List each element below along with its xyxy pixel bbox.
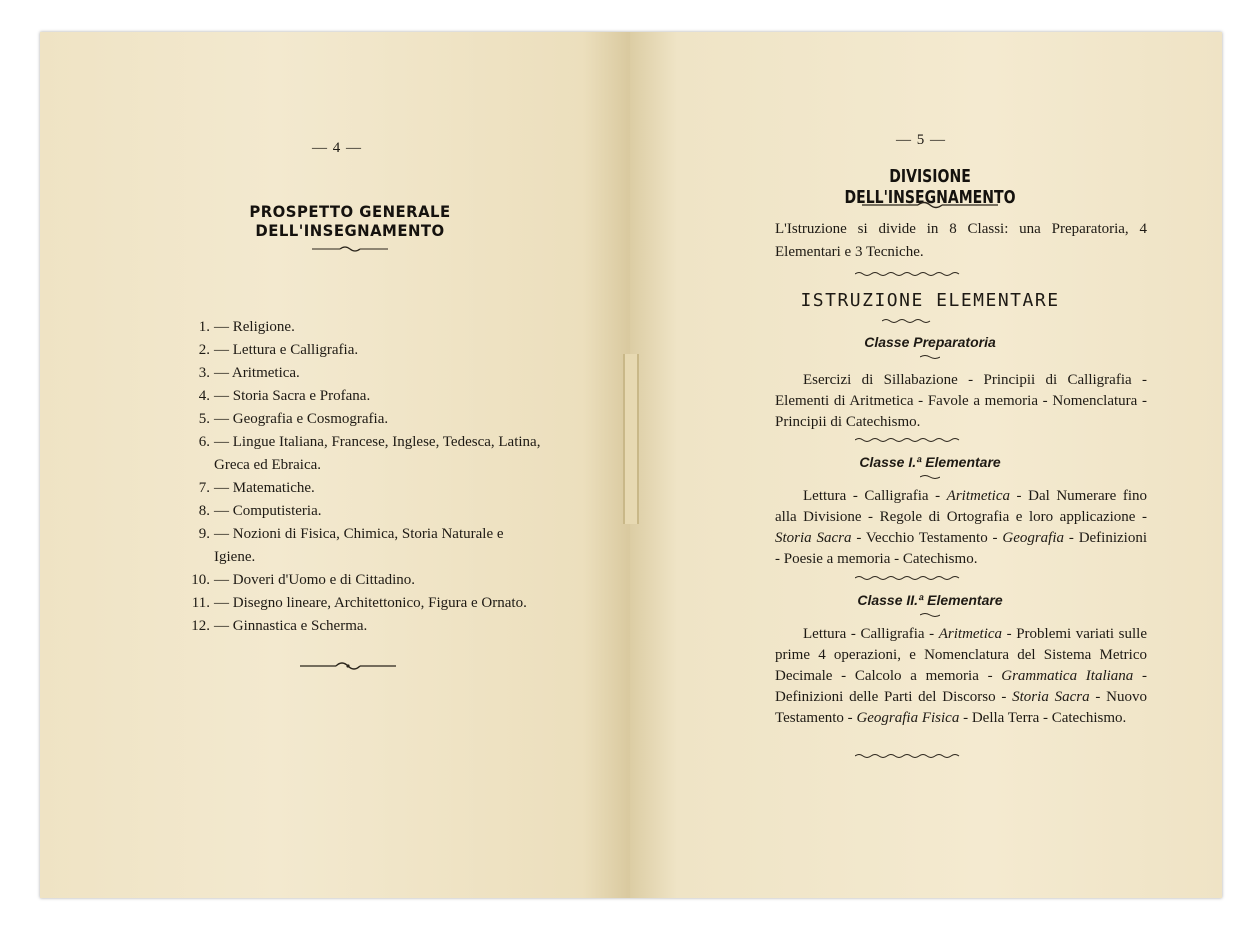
curriculum-text: - Vecchio Testamento - xyxy=(851,530,1003,546)
list-item-text: — Geografia e Cosmografia. xyxy=(214,411,389,427)
list-item-text: — Nozioni di Fisica, Chimica, Storia Naturale e Igiene. xyxy=(214,526,504,565)
class-title: Classe Preparatoria xyxy=(864,334,996,350)
list-item-number: 6. xyxy=(198,434,210,450)
list-item-number: 12. xyxy=(191,618,210,634)
class-title: Classe II.ª Elementare xyxy=(857,592,1003,608)
ornament-flourish-icon xyxy=(298,660,398,672)
wavy-rule-icon xyxy=(855,574,965,582)
list-item-number: 10. xyxy=(191,572,210,588)
list-item-text: — Disegno lineare, Architettonico, Figura e Ornato. xyxy=(214,595,527,611)
class-curriculum xyxy=(775,370,1147,433)
list-item-number: 9. xyxy=(198,526,210,542)
list-item xyxy=(168,408,548,431)
list-item xyxy=(168,500,548,523)
list-item xyxy=(168,592,548,615)
tilde-rule-icon xyxy=(920,474,940,480)
curriculum-text: - Nuovo Testamento - xyxy=(775,689,1147,726)
list-item-text: — Computisteria. xyxy=(214,503,322,519)
short-wavy-rule-icon xyxy=(882,318,932,324)
subject-list xyxy=(168,316,548,638)
list-item-number: 4. xyxy=(198,388,210,404)
page-number-left: — 4 — xyxy=(312,140,362,156)
list-item xyxy=(168,569,548,592)
curriculum-text: - Problemi variati sulle prime 4 operazioni, e Nomenclatura del Sistema Metrico Decimale - Calcolo a memoria - xyxy=(775,626,1147,684)
wavy-rule-icon xyxy=(855,752,965,760)
right-page xyxy=(630,32,1222,898)
subject-emphasis: Aritmetica xyxy=(938,626,1003,642)
list-item-text: — Ginnastica e Scherma. xyxy=(214,618,368,634)
tilde-rule-icon xyxy=(920,612,940,618)
list-item xyxy=(168,339,548,362)
list-item xyxy=(168,523,548,569)
subject-emphasis: Geografia Fisica xyxy=(856,710,960,726)
right-title: DIVISIONE DELL'INSEGNAMENTO xyxy=(844,166,1016,208)
section-title: ISTRUZIONE ELEMENTARE xyxy=(800,290,1060,311)
class-curriculum xyxy=(775,624,1147,729)
ornament-divider-icon xyxy=(310,244,390,254)
wavy-rule-icon xyxy=(855,436,965,444)
subject-emphasis: Aritmetica xyxy=(946,488,1010,504)
list-item-text: — Doveri d'Uomo e di Cittadino. xyxy=(214,572,416,588)
list-item xyxy=(168,316,548,339)
open-booklet xyxy=(40,32,1222,898)
curriculum-text: Lettura - Calligrafia - xyxy=(803,488,947,504)
subject-emphasis: Geografia xyxy=(1002,530,1065,546)
class-title: Classe I.ª Elementare xyxy=(859,454,1001,470)
curriculum-text: - Definizioni delle Parti del Discorso - xyxy=(775,668,1147,705)
class-curriculum xyxy=(775,486,1147,570)
list-item-number: 11. xyxy=(191,595,210,611)
list-item-number: 8. xyxy=(198,503,210,519)
list-item xyxy=(168,431,548,477)
page-number-right: — 5 — xyxy=(896,132,946,148)
list-item xyxy=(168,362,548,385)
list-item-text: — Aritmetica. xyxy=(214,365,300,381)
subject-emphasis: Grammatica Italiana xyxy=(1001,668,1134,684)
list-item-number: 3. xyxy=(198,365,210,381)
curriculum-text: - Della Terra - Catechismo. xyxy=(959,710,1127,726)
curriculum-text: - Dal Numerare fino alla Divisione - Regole di Ortografia e loro applicazione - xyxy=(775,488,1148,525)
binding-staple xyxy=(623,354,639,524)
list-item-number: 2. xyxy=(198,342,210,358)
list-item-number: 7. xyxy=(198,480,210,496)
list-item xyxy=(168,477,548,500)
list-item xyxy=(168,385,548,408)
list-item-text: — Matematiche. xyxy=(214,480,315,496)
list-item-number: 5. xyxy=(198,411,210,427)
curriculum-text: Lettura - Calligrafia - xyxy=(803,626,939,642)
list-item-number: 1. xyxy=(198,319,210,335)
left-page xyxy=(40,32,630,898)
list-item xyxy=(168,615,548,638)
left-heading: PROSPETTO GENERALE DELL'INSEGNAMENTO xyxy=(249,202,451,240)
subject-emphasis: Storia Sacra xyxy=(775,530,852,546)
tilde-rule-icon xyxy=(920,354,940,360)
curriculum-text: - Definizioni - Poesie a memoria - Catechismo. xyxy=(775,530,1148,567)
curriculum-text: Esercizi di Sillabazione - Principii di Calligrafia - Elementi di Aritmetica - Favole a memoria - Nomenclatura - Principii di Catechismo. xyxy=(775,372,1147,430)
intro-text: L'Istruzione si divide in 8 Classi: una Preparatoria, 4 Elementari e 3 Tecniche. xyxy=(775,221,1147,260)
wavy-rule-icon xyxy=(855,270,965,278)
list-item-text: — Lettura e Calligrafia. xyxy=(214,342,359,358)
list-item-text: — Lingue Italiana, Francese, Inglese, Tedesca, Latina, Greca ed Ebraica. xyxy=(214,434,541,473)
list-item-text: — Storia Sacra e Profana. xyxy=(214,388,371,404)
ornament-title-rule-icon xyxy=(860,200,1000,210)
subject-emphasis: Storia Sacra xyxy=(1012,689,1090,705)
list-item-text: — Religione. xyxy=(214,319,295,335)
